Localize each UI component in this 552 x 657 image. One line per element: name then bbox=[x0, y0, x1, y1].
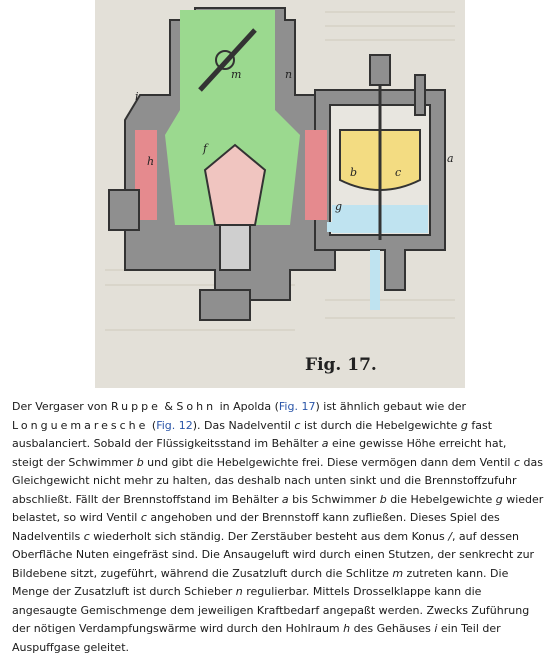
text-line-11: Menge der Zusatzluft ist durch Schieber n regulierbar. Mittels Drosselklappe kann die bbox=[12, 583, 546, 602]
drain-nut bbox=[200, 290, 250, 320]
text-line-12: angesaugte Gemischmenge dem jeweiligen Kraftbedarf angepaßt werden. Zwecks Zuführung bbox=[12, 602, 546, 621]
label-i: i bbox=[135, 90, 139, 103]
carburetor-figure bbox=[95, 0, 465, 388]
heat-jacket-right bbox=[305, 130, 327, 220]
text-line-3: ausbalanciert. Sobald der Flüssigkeitsstand im Behälter a eine gewisse Höhe erreicht hat, bbox=[12, 435, 546, 454]
text-line-8: Nadelventils c wiederholt sich ständig. Der Zerstäuber besteht aus dem Konus /, auf dessen bbox=[12, 528, 546, 547]
valve-cap bbox=[370, 55, 390, 85]
fuel-connector bbox=[327, 222, 370, 232]
tickler-pin bbox=[415, 75, 425, 115]
fuel-passage bbox=[370, 250, 380, 310]
label-h: h bbox=[147, 155, 154, 168]
text-line-4: steigt der Schwimmer b und gibt die Hebelgewichte frei. Diese vermögen dann dem Ventil c das bbox=[12, 454, 546, 473]
label-m: m bbox=[231, 68, 241, 81]
fig-17-link[interactable]: Fig. 17 bbox=[279, 400, 316, 413]
text-line-1: Der Vergaser von Ruppe & Sohn in Apolda (Fig. 17) ist ähnlich gebaut wie der bbox=[12, 398, 546, 417]
label-b: b bbox=[350, 166, 357, 179]
carburetor-drawing bbox=[95, 0, 465, 388]
label-a: a bbox=[447, 152, 454, 165]
label-f: f bbox=[202, 142, 209, 155]
text-line-13: der nötigen Verdampfungswärme wird durch den Hohlraum h des Gehäuses i ein Teil der bbox=[12, 620, 546, 639]
label-c: c bbox=[395, 166, 401, 179]
text-line-9: Oberfläche Nuten eingefräst sind. Die Ansaugeluft wird durch einen Stutzen, der senkrecht zur bbox=[12, 546, 546, 565]
text-line-10: Bildebene sitzt, zugeführt, während die Zusatzluft durch die Schlitze m zutreten kann. Die bbox=[12, 565, 546, 584]
article-text bbox=[12, 398, 546, 657]
label-n: n bbox=[285, 68, 292, 81]
text-line-6: abschließt. Fällt der Brennstoffstand im Behälter a bis Schwimmer b die Hebelgewichte g wieder bbox=[12, 491, 546, 510]
text-line-2: Longuemaresche (Fig. 12). Das Nadelventil c ist durch die Hebelgewichte g fast bbox=[12, 417, 546, 436]
text-line-7: belastet, so wird Ventil c angehoben und der Brennstoff kann zufließen. Dieses Spiel des bbox=[12, 509, 546, 528]
jet-tube bbox=[220, 225, 250, 270]
text-line-14: Auspuffgase geleitet. bbox=[12, 639, 546, 657]
text-line-5: Gleichgewicht nicht mehr zu halten, das deshalb nach unten sinkt und die Brennstoffzufuhr bbox=[12, 472, 546, 491]
label-g: g bbox=[335, 200, 342, 213]
fuel-inlet bbox=[109, 190, 139, 230]
figure-caption: Fig. 17. bbox=[305, 355, 377, 375]
fig-12-link[interactable]: Fig. 12 bbox=[156, 419, 193, 432]
